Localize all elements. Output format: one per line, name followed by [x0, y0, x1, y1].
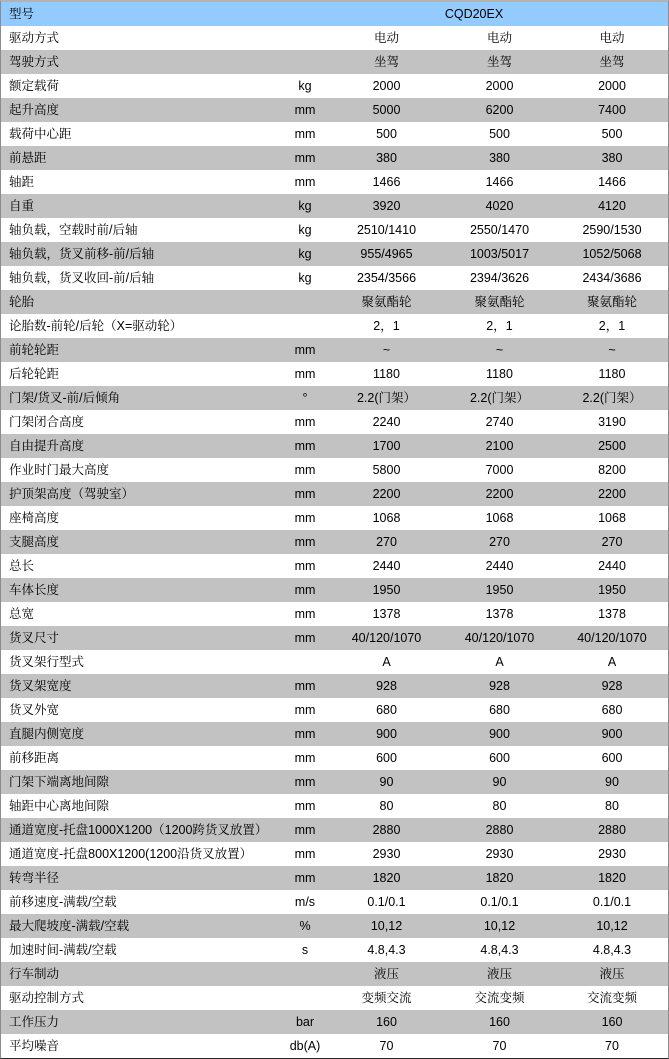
spec-row: [1, 842, 668, 866]
spec-value: 1700: [372, 439, 401, 453]
spec-value: 2200: [598, 487, 626, 501]
spec-value: 1378: [372, 607, 401, 621]
spec-label: 座椅高度: [9, 511, 60, 525]
spec-value: 2880: [598, 823, 626, 837]
spec-value: 2.2(门架）: [582, 391, 642, 405]
spec-value: 液压: [486, 967, 512, 981]
spec-label: 论胎数-前轮/后轮（X=驱动轮）: [9, 319, 183, 333]
spec-value: 40/120/1070: [351, 631, 422, 645]
table-header-row: [1, 2, 668, 26]
spec-value: 液压: [373, 967, 399, 981]
spec-value: 聚氨酯轮: [361, 295, 412, 309]
spec-value: 680: [489, 703, 510, 717]
spec-row: [1, 218, 668, 242]
spec-value: 聚氨酯轮: [474, 295, 525, 309]
spec-label: 载荷中心距: [9, 127, 72, 141]
spec-label: 前移距离: [9, 751, 60, 765]
spec-row: [1, 602, 668, 626]
spec-value: 1820: [372, 871, 401, 885]
spec-label: 货叉外宽: [9, 703, 60, 717]
spec-label: 通道宽度-托盘800X1200(1200沿货叉放置）: [9, 847, 253, 861]
spec-row: [1, 554, 668, 578]
spec-value: 900: [376, 727, 397, 741]
spec-value: 2440: [598, 559, 626, 573]
spec-value: 2930: [372, 847, 401, 861]
spec-unit: %: [299, 919, 311, 933]
spec-value: 2200: [485, 487, 514, 501]
spec-unit: mm: [294, 775, 316, 789]
spec-row: [1, 698, 668, 722]
spec-value: 380: [601, 151, 623, 165]
spec-unit: mm: [294, 151, 316, 165]
spec-value: 2880: [485, 823, 514, 837]
spec-label: 自重: [9, 199, 35, 213]
spec-value: 1466: [372, 175, 401, 189]
spec-value: 270: [376, 535, 397, 549]
spec-label: 转弯半径: [9, 871, 60, 885]
spec-label: 门架下端离地间隙: [9, 775, 110, 789]
spec-row: [1, 986, 668, 1010]
spec-unit: m/s: [294, 895, 316, 909]
spec-label: 车体长度: [9, 583, 60, 597]
spec-row: [1, 674, 668, 698]
spec-label: 轴负载，空载时前/后轴: [9, 223, 138, 237]
spec-unit: kg: [298, 271, 312, 285]
spec-value: 40/120/1070: [464, 631, 535, 645]
spec-value: 2394/3626: [469, 271, 530, 285]
spec-value: 500: [376, 127, 397, 141]
spec-row: [1, 146, 668, 170]
spec-row: [1, 770, 668, 794]
spec-label: 前悬距: [9, 151, 47, 165]
spec-value: 1466: [598, 175, 626, 189]
spec-label: 前轮轮距: [9, 343, 60, 357]
spec-value: 2550/1470: [469, 223, 530, 237]
spec-value: 2440: [372, 559, 401, 573]
spec-value: 2200: [372, 487, 401, 501]
spec-value: 500: [489, 127, 510, 141]
spec-unit: mm: [294, 799, 316, 813]
spec-value: 1068: [598, 511, 626, 525]
spec-row: [1, 482, 668, 506]
spec-row: [1, 506, 668, 530]
spec-value: 2434/3686: [582, 271, 642, 285]
spec-label: 轴距: [9, 175, 35, 189]
spec-value: 90: [379, 775, 394, 789]
spec-value: 0.1/0.1: [592, 895, 632, 909]
spec-value: 8200: [598, 463, 626, 477]
spec-row: [1, 722, 668, 746]
spec-value: 680: [601, 703, 623, 717]
spec-value: 2000: [485, 79, 514, 93]
spec-label: 门架闭合高度: [9, 415, 85, 429]
spec-unit: mm: [294, 847, 316, 861]
spec-value: 交流变频: [474, 991, 525, 1005]
spec-value: 2.2(门架）: [469, 391, 530, 405]
spec-value: 1820: [485, 871, 514, 885]
spec-row: [1, 266, 668, 290]
spec-unit: mm: [294, 703, 316, 717]
spec-value: 0.1/0.1: [367, 895, 406, 909]
spec-value: 7000: [485, 463, 514, 477]
spec-value: 5800: [372, 463, 401, 477]
spec-unit: mm: [294, 487, 316, 501]
spec-label: 支腿高度: [9, 535, 60, 549]
spec-unit: bar: [295, 1015, 315, 1029]
spec-unit: mm: [294, 535, 316, 549]
spec-label: 自由提升高度: [9, 439, 85, 453]
spec-value: 10,12: [370, 919, 403, 933]
spec-value: 电动: [599, 31, 625, 45]
spec-unit: mm: [294, 607, 316, 621]
spec-value: 1180: [486, 367, 513, 381]
model-value: CQD20EX: [444, 7, 504, 21]
spec-value: 2，1: [373, 319, 400, 333]
spec-label: 货叉尺寸: [9, 631, 60, 645]
spec-value: 40/120/1070: [577, 631, 647, 645]
spec-value: 2930: [598, 847, 626, 861]
spec-value: 4020: [485, 199, 514, 213]
spec-value: 3190: [598, 415, 626, 429]
spec-row: [1, 98, 668, 122]
spec-value: 电动: [486, 31, 512, 45]
spec-value: 70: [605, 1039, 619, 1053]
spec-table-body: [1, 26, 668, 1058]
spec-label: 轴距中心离地间隙: [9, 799, 110, 813]
spec-row: [1, 74, 668, 98]
spec-unit: mm: [294, 127, 316, 141]
spec-value: 380: [489, 151, 510, 165]
spec-unit: kg: [298, 79, 312, 93]
spec-unit: mm: [294, 631, 316, 645]
spec-value: 2590/1530: [582, 223, 642, 237]
spec-label: 总宽: [9, 607, 35, 621]
spec-unit: mm: [294, 751, 316, 765]
spec-unit: mm: [294, 511, 316, 525]
spec-value: 1068: [485, 511, 514, 525]
spec-value: 2，1: [486, 319, 513, 333]
spec-row: [1, 50, 668, 74]
model-label: 型号: [9, 7, 35, 21]
spec-label: 加速时间-满载/空载: [9, 943, 117, 957]
spec-unit: kg: [298, 223, 312, 237]
spec-unit: mm: [294, 103, 316, 117]
spec-unit: mm: [294, 727, 316, 741]
spec-value: 1180: [373, 367, 400, 381]
spec-value: 3920: [372, 199, 401, 213]
spec-row: [1, 1010, 668, 1034]
spec-row: [1, 866, 668, 890]
spec-value: 坐驾: [599, 55, 625, 69]
spec-value: 600: [376, 751, 397, 765]
spec-row: [1, 290, 668, 314]
spec-value: 500: [601, 127, 623, 141]
spec-value: 2354/3566: [356, 271, 417, 285]
spec-unit: mm: [294, 439, 316, 453]
spec-value: 160: [376, 1015, 397, 1029]
spec-value: 电动: [373, 31, 399, 45]
spec-value: 1180: [598, 367, 626, 381]
spec-value: 928: [601, 679, 623, 693]
spec-unit: kg: [298, 199, 312, 213]
spec-row: [1, 962, 668, 986]
spec-value: ~: [495, 343, 504, 357]
spec-unit: mm: [294, 415, 316, 429]
spec-value: 坐驾: [373, 55, 399, 69]
spec-value: 80: [379, 799, 394, 813]
spec-value: 10,12: [483, 919, 516, 933]
spec-label: 轮胎: [9, 295, 35, 309]
spec-unit: mm: [294, 175, 316, 189]
spec-row: [1, 314, 668, 338]
spec-value: 2740: [485, 415, 514, 429]
spec-row: [1, 530, 668, 554]
spec-value: 4.8,4.3: [592, 943, 632, 957]
spec-row: [1, 434, 668, 458]
spec-label: 额定载荷: [9, 79, 60, 93]
spec-value: 160: [489, 1015, 510, 1029]
spec-value: 1950: [485, 583, 514, 597]
spec-value: 0.1/0.1: [480, 895, 519, 909]
spec-value: 2240: [372, 415, 401, 429]
spec-value: 2000: [372, 79, 401, 93]
spec-value: 80: [605, 799, 619, 813]
spec-value: 10,12: [596, 919, 628, 933]
spec-label: 作业时门最大高度: [9, 463, 110, 477]
spec-value: 270: [489, 535, 510, 549]
spec-row: [1, 626, 668, 650]
spec-row: [1, 170, 668, 194]
spec-row: [1, 458, 668, 482]
spec-value: 70: [379, 1039, 394, 1053]
spec-row: [1, 338, 668, 362]
spec-label: 货叉架行型式: [9, 655, 85, 669]
spec-label: 平均噪音: [9, 1039, 60, 1053]
spec-value: 70: [492, 1039, 507, 1053]
spec-unit: mm: [294, 823, 316, 837]
spec-label: 总长: [9, 559, 35, 573]
spec-row: [1, 794, 668, 818]
spec-value: 955/4965: [360, 247, 413, 261]
spec-value: 坐驾: [486, 55, 512, 69]
spec-value: 270: [601, 535, 623, 549]
spec-value: 900: [601, 727, 623, 741]
spec-value: 2500: [598, 439, 626, 453]
spec-value: 2880: [372, 823, 401, 837]
spec-label: 直腿内侧宽度: [9, 727, 85, 741]
spec-row: [1, 1034, 668, 1058]
spec-value: 2510/1410: [356, 223, 417, 237]
spec-unit: db(A): [289, 1039, 321, 1053]
spec-value: 1820: [598, 871, 626, 885]
spec-row: [1, 938, 668, 962]
spec-label: 通道宽度-托盘1000X1200（1200跨货叉放置）: [9, 823, 268, 837]
spec-label: 货叉架宽度: [9, 679, 72, 693]
spec-value: ~: [608, 343, 616, 357]
spec-value: 928: [376, 679, 397, 693]
spec-row: [1, 410, 668, 434]
spec-value: 4.8,4.3: [367, 943, 406, 957]
spec-value: 680: [376, 703, 397, 717]
spec-row: [1, 890, 668, 914]
spec-row: [1, 362, 668, 386]
spec-value: 7400: [598, 103, 626, 117]
spec-label: 护顶架高度（驾驶室）: [9, 487, 135, 501]
spec-unit: mm: [294, 871, 316, 885]
spec-label: 驾驶方式: [9, 55, 60, 69]
spec-value: 1378: [598, 607, 626, 621]
spec-label: 最大爬坡度-满载/空载: [9, 919, 130, 933]
spec-value: 交流变频: [586, 991, 637, 1005]
spec-value: 4.8,4.3: [480, 943, 519, 957]
spec-row: [1, 914, 668, 938]
spec-label: 后轮轮距: [9, 367, 60, 381]
spec-row: [1, 122, 668, 146]
spec-value: 2100: [485, 439, 514, 453]
spec-value: 380: [376, 151, 397, 165]
spec-label: 起升高度: [9, 103, 60, 117]
spec-label: 工作压力: [9, 1015, 60, 1029]
spec-value: 1950: [598, 583, 626, 597]
spec-value: 2.2(门架）: [356, 391, 417, 405]
spec-value: 1003/5017: [469, 247, 530, 261]
spec-row: [1, 650, 668, 674]
spec-unit: kg: [298, 247, 312, 261]
spec-label: 轴负载，货叉前移-前/后轴: [9, 247, 155, 261]
spec-value: 1052/5068: [582, 247, 642, 261]
spec-value: 1068: [372, 511, 401, 525]
spec-label: 门架/货叉-前/后倾角: [9, 391, 121, 405]
spec-row: [1, 578, 668, 602]
spec-unit: mm: [294, 367, 316, 381]
spec-value: 1466: [485, 175, 514, 189]
spec-value: 160: [601, 1015, 623, 1029]
spec-value: 600: [601, 751, 623, 765]
spec-value: 600: [489, 751, 510, 765]
spec-value: 90: [605, 775, 619, 789]
spec-label: 轴负载，货叉收回-前/后轴: [9, 271, 155, 285]
spec-unit: s: [301, 943, 309, 957]
spec-unit: mm: [294, 679, 316, 693]
spec-value: 液压: [599, 967, 625, 981]
spec-value: 80: [492, 799, 507, 813]
spec-value: ~: [382, 343, 391, 357]
spec-value: 928: [489, 679, 510, 693]
spec-value: 1950: [372, 583, 401, 597]
spec-value: 900: [489, 727, 510, 741]
spec-row: [1, 746, 668, 770]
spec-unit: °: [302, 391, 308, 405]
spec-value: A: [495, 655, 504, 669]
spec-value: 6200: [485, 103, 514, 117]
spec-row: [1, 194, 668, 218]
spec-value: A: [607, 655, 617, 669]
spec-value: 2000: [598, 79, 626, 93]
spec-value: 聚氨酯轮: [586, 295, 637, 309]
spec-value: 90: [492, 775, 507, 789]
spec-row: [1, 26, 668, 50]
spec-label: 前移速度-满载/空载: [9, 895, 117, 909]
spec-unit: mm: [294, 559, 316, 573]
spec-value: 5000: [372, 103, 401, 117]
spec-row: [1, 242, 668, 266]
spec-value: A: [382, 655, 391, 669]
spec-value: 变频交流: [361, 991, 412, 1005]
spec-value: 2440: [485, 559, 514, 573]
spec-value: 1378: [485, 607, 514, 621]
spec-unit: mm: [294, 583, 316, 597]
spec-label: 驱动控制方式: [9, 991, 85, 1005]
spec-unit: mm: [294, 463, 316, 477]
spec-unit: mm: [294, 343, 316, 357]
spec-label: 行车制动: [9, 967, 60, 981]
spec-value: 2，1: [598, 319, 626, 333]
spec-row: [1, 818, 668, 842]
spec-label: 驱动方式: [9, 31, 60, 45]
spec-row: [1, 386, 668, 410]
spec-value: 2930: [485, 847, 514, 861]
spec-value: 4120: [598, 199, 626, 213]
